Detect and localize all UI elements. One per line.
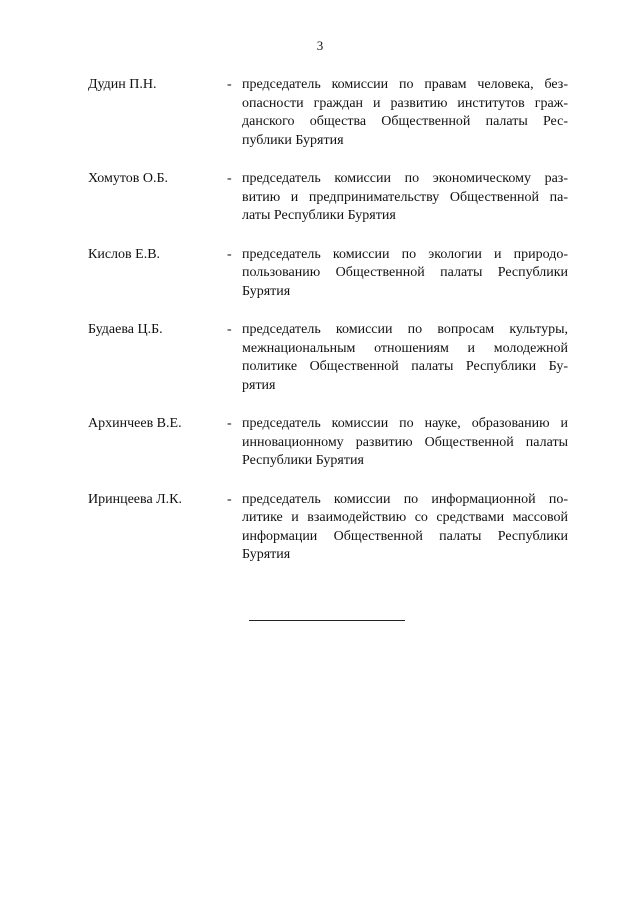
list-item [88,415,568,471]
member-name: Архинчеев В.Е. [88,416,182,431]
role-line: межнациональным отношениям и молодежной [242,340,568,356]
role-line: председатель комиссии по экономическому раз- [242,171,568,186]
list-item [88,491,568,565]
member-name: Дудин П.Н. [88,77,157,92]
list-item [88,76,568,150]
role-line: председатель комиссии по науке, образованию и [242,416,568,431]
role-line: политике Общественной палаты Республики Бу- [242,359,568,374]
role-line: рятия [242,377,276,393]
member-role [242,170,568,226]
role-line: опасности граждан и развитию институтов граж- [242,95,568,111]
member-role [242,76,568,150]
page-number: 3 [316,38,324,53]
member-role [242,415,568,471]
role-line: председатель комиссии по вопросам культуры, [242,322,568,337]
role-line: Бурятия [242,283,291,299]
role-line: председатель комиссии по экологии и природо- [242,246,568,262]
dash-separator: - [227,416,232,431]
dash-separator: - [227,246,232,262]
dash-separator: - [227,322,232,337]
role-line: витию и предпринимательству Общественной па- [242,189,568,205]
member-name: Кислов Е.В. [88,246,161,262]
role-line: латы Республики Бурятия [242,208,396,223]
role-line: данского общества Общественной палаты Рес- [242,114,568,129]
role-line: инновационному развитию Общественной палаты [242,434,568,450]
role-line: Республики Бурятия [242,453,364,468]
list-item [88,170,568,226]
dash-separator: - [227,171,232,186]
dash-separator: - [227,77,232,92]
commission-chairs-list [88,76,568,585]
member-role [242,491,568,565]
list-item [88,246,568,302]
member-name: Хомутов О.Б. [88,171,169,186]
member-name: Иринцеева Л.К. [88,491,182,507]
member-name: Будаева Ц.Б. [88,322,163,337]
role-line: публики Бурятия [242,132,344,148]
closing-rule [249,620,405,621]
role-line: председатель комиссии по информационной по- [242,491,568,507]
member-role [242,321,568,395]
list-item [88,321,568,395]
dash-separator: - [227,491,232,507]
role-line: Бурятия [242,547,291,562]
role-line: литике и взаимодействию со средствами массовой [242,510,568,525]
role-line: информации Общественной палаты Республики [242,528,568,544]
role-line: председатель комиссии по правам человека, без- [242,77,568,92]
member-role [242,246,568,302]
role-line: пользованию Общественной палаты Республики [242,265,568,280]
